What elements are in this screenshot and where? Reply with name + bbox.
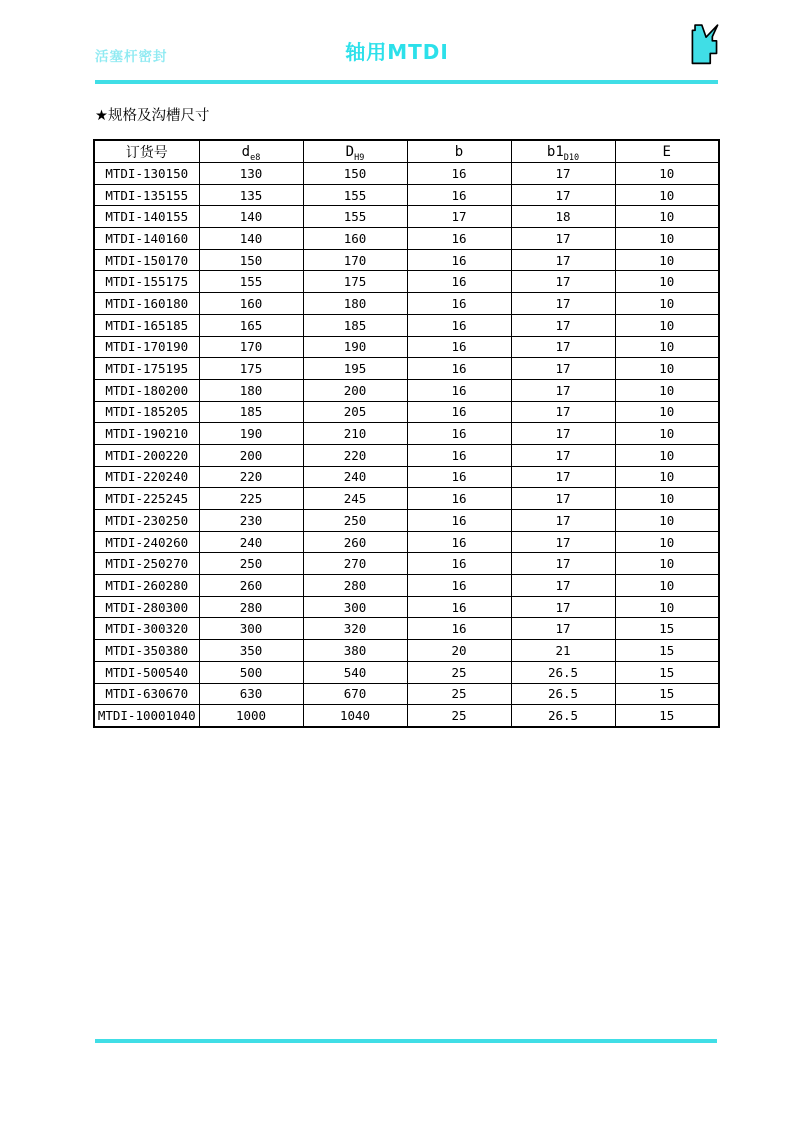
dimension-cell: 245	[303, 488, 407, 510]
dimension-cell: 500	[199, 661, 303, 683]
page-title: 轴用MTDI	[345, 40, 449, 64]
order-number-cell: MTDI-260280	[94, 575, 199, 597]
dimension-cell: 10	[615, 466, 719, 488]
dimension-cell: 210	[303, 423, 407, 445]
dimension-cell: 10	[615, 596, 719, 618]
order-number-cell: MTDI-240260	[94, 531, 199, 553]
dimension-cell: 16	[407, 466, 511, 488]
order-number-cell: MTDI-10001040	[94, 705, 199, 727]
table-header-row	[94, 140, 719, 163]
dimension-cell: 16	[407, 488, 511, 510]
table-row	[94, 314, 719, 336]
order-number-cell: MTDI-200220	[94, 444, 199, 466]
dimension-cell: 16	[407, 314, 511, 336]
order-number-cell: MTDI-250270	[94, 553, 199, 575]
dimension-cell: 10	[615, 379, 719, 401]
dimension-cell: 190	[199, 423, 303, 445]
table-row	[94, 228, 719, 250]
dimension-cell: 20	[407, 640, 511, 662]
dimension-cell: 21	[511, 640, 615, 662]
dimension-cell: 350	[199, 640, 303, 662]
order-number-cell: MTDI-135155	[94, 184, 199, 206]
dimension-cell: 17	[511, 553, 615, 575]
order-number-cell: MTDI-175195	[94, 358, 199, 380]
dimension-cell: 15	[615, 661, 719, 683]
dimension-cell: 10	[615, 553, 719, 575]
dimension-cell: 320	[303, 618, 407, 640]
dimension-cell: 15	[615, 618, 719, 640]
table-row	[94, 401, 719, 423]
table-row	[94, 206, 719, 228]
dimension-cell: 10	[615, 184, 719, 206]
dimension-cell: 15	[615, 705, 719, 727]
dimension-cell: 10	[615, 163, 719, 185]
table-row	[94, 293, 719, 315]
dimension-cell: 280	[303, 575, 407, 597]
column-header: 订货号	[94, 140, 199, 163]
dimension-cell: 17	[511, 358, 615, 380]
table-row	[94, 618, 719, 640]
dimension-cell: 16	[407, 531, 511, 553]
dimension-cell: 260	[199, 575, 303, 597]
table-row	[94, 640, 719, 662]
dimension-cell: 185	[303, 314, 407, 336]
dimension-cell: 1000	[199, 705, 303, 727]
table-row	[94, 510, 719, 532]
dimension-cell: 17	[511, 488, 615, 510]
dimension-cell: 17	[511, 271, 615, 293]
dimension-cell: 15	[615, 683, 719, 705]
table-row	[94, 596, 719, 618]
dimension-cell: 15	[615, 640, 719, 662]
dimension-cell: 240	[303, 466, 407, 488]
order-number-cell: MTDI-165185	[94, 314, 199, 336]
dimension-cell: 16	[407, 249, 511, 271]
dimension-cell: 17	[511, 379, 615, 401]
dimension-cell: 25	[407, 705, 511, 727]
dimension-cell: 10	[615, 423, 719, 445]
dimension-cell: 155	[303, 206, 407, 228]
dimension-cell: 17	[511, 466, 615, 488]
dimension-cell: 250	[199, 553, 303, 575]
dimension-cell: 10	[615, 228, 719, 250]
dimension-cell: 10	[615, 401, 719, 423]
dimension-cell: 18	[511, 206, 615, 228]
dimension-cell: 17	[511, 423, 615, 445]
table-row	[94, 358, 719, 380]
dimension-cell: 17	[511, 596, 615, 618]
dimension-cell: 160	[199, 293, 303, 315]
dimension-cell: 140	[199, 228, 303, 250]
order-number-cell: MTDI-225245	[94, 488, 199, 510]
table-row	[94, 336, 719, 358]
table-row	[94, 466, 719, 488]
table-row	[94, 531, 719, 553]
dimension-cell: 17	[511, 618, 615, 640]
dimension-cell: 16	[407, 444, 511, 466]
order-number-cell: MTDI-500540	[94, 661, 199, 683]
dimension-cell: 10	[615, 271, 719, 293]
dimension-cell: 170	[303, 249, 407, 271]
dimension-cell: 17	[511, 444, 615, 466]
dimension-cell: 670	[303, 683, 407, 705]
dimension-cell: 140	[199, 206, 303, 228]
dimension-cell: 17	[511, 293, 615, 315]
dimension-cell: 16	[407, 184, 511, 206]
dimension-cell: 26.5	[511, 661, 615, 683]
dimension-cell: 175	[303, 271, 407, 293]
dimension-cell: 300	[199, 618, 303, 640]
table-row	[94, 184, 719, 206]
dimension-cell: 10	[615, 444, 719, 466]
order-number-cell: MTDI-180200	[94, 379, 199, 401]
dimension-cell: 10	[615, 336, 719, 358]
dimension-cell: 10	[615, 249, 719, 271]
dimension-cell: 380	[303, 640, 407, 662]
column-header: E	[615, 140, 719, 163]
dimension-cell: 16	[407, 575, 511, 597]
column-header: b	[407, 140, 511, 163]
dimension-cell: 26.5	[511, 705, 615, 727]
dimension-cell: 150	[303, 163, 407, 185]
dimension-cell: 16	[407, 423, 511, 445]
dimension-cell: 16	[407, 510, 511, 532]
dimension-cell: 180	[199, 379, 303, 401]
table-row	[94, 661, 719, 683]
dimension-cell: 17	[511, 336, 615, 358]
seal-profile-shape	[692, 25, 717, 63]
dimension-cell: 220	[199, 466, 303, 488]
dimension-cell: 10	[615, 531, 719, 553]
dimension-cell: 16	[407, 228, 511, 250]
spec-table	[93, 139, 720, 728]
table-row	[94, 249, 719, 271]
section-heading: ★规格及沟槽尺寸	[95, 108, 210, 124]
table-body	[94, 163, 719, 727]
dimension-cell: 300	[303, 596, 407, 618]
dimension-cell: 10	[615, 358, 719, 380]
dimension-cell: 16	[407, 358, 511, 380]
table-row	[94, 575, 719, 597]
order-number-cell: MTDI-185205	[94, 401, 199, 423]
dimension-cell: 16	[407, 163, 511, 185]
dimension-cell: 16	[407, 379, 511, 401]
dimension-cell: 16	[407, 553, 511, 575]
dimension-cell: 270	[303, 553, 407, 575]
dimension-cell: 205	[303, 401, 407, 423]
dimension-cell: 1040	[303, 705, 407, 727]
dimension-cell: 17	[511, 531, 615, 553]
dimension-cell: 220	[303, 444, 407, 466]
dimension-cell: 16	[407, 401, 511, 423]
order-number-cell: MTDI-220240	[94, 466, 199, 488]
dimension-cell: 195	[303, 358, 407, 380]
table-row	[94, 705, 719, 727]
order-number-cell: MTDI-150170	[94, 249, 199, 271]
dimension-cell: 250	[303, 510, 407, 532]
table-row	[94, 163, 719, 185]
table-row	[94, 683, 719, 705]
dimension-cell: 165	[199, 314, 303, 336]
footer-divider-rule	[95, 1039, 717, 1043]
table-row	[94, 423, 719, 445]
dimension-cell: 17	[511, 314, 615, 336]
dimension-cell: 25	[407, 661, 511, 683]
dimension-cell: 17	[511, 249, 615, 271]
dimension-cell: 10	[615, 488, 719, 510]
column-header: $d_{e8}$	[199, 140, 303, 163]
dimension-cell: 16	[407, 618, 511, 640]
dimension-cell: 630	[199, 683, 303, 705]
dimension-cell: 160	[303, 228, 407, 250]
table-row	[94, 444, 719, 466]
dimension-cell: 135	[199, 184, 303, 206]
seal-profile-icon	[689, 23, 721, 66]
dimension-cell: 150	[199, 249, 303, 271]
dimension-cell: 280	[199, 596, 303, 618]
order-number-cell: MTDI-155175	[94, 271, 199, 293]
dimension-cell: 10	[615, 293, 719, 315]
dimension-cell: 17	[511, 184, 615, 206]
dimension-cell: 16	[407, 336, 511, 358]
column-header: $D_{H9}$	[303, 140, 407, 163]
dimension-cell: 540	[303, 661, 407, 683]
dimension-cell: 200	[199, 444, 303, 466]
dimension-cell: 17	[511, 228, 615, 250]
column-header: $b1_{D10}$	[511, 140, 615, 163]
order-number-cell: MTDI-160180	[94, 293, 199, 315]
dimension-cell: 180	[303, 293, 407, 315]
dimension-cell: 155	[199, 271, 303, 293]
dimension-cell: 10	[615, 314, 719, 336]
dimension-cell: 155	[303, 184, 407, 206]
dimension-cell: 190	[303, 336, 407, 358]
dimension-cell: 175	[199, 358, 303, 380]
order-number-cell: MTDI-350380	[94, 640, 199, 662]
dimension-cell: 170	[199, 336, 303, 358]
dimension-cell: 16	[407, 271, 511, 293]
dimension-cell: 17	[511, 510, 615, 532]
dimension-cell: 10	[615, 510, 719, 532]
dimension-cell: 200	[303, 379, 407, 401]
dimension-cell: 25	[407, 683, 511, 705]
table-row	[94, 271, 719, 293]
dimension-cell: 16	[407, 596, 511, 618]
dimension-cell: 26.5	[511, 683, 615, 705]
order-number-cell: MTDI-630670	[94, 683, 199, 705]
table-row	[94, 379, 719, 401]
dimension-cell: 10	[615, 206, 719, 228]
dimension-cell: 17	[407, 206, 511, 228]
dimension-cell: 17	[511, 575, 615, 597]
order-number-cell: MTDI-190210	[94, 423, 199, 445]
dimension-cell: 17	[511, 163, 615, 185]
order-number-cell: MTDI-280300	[94, 596, 199, 618]
table-row	[94, 488, 719, 510]
category-label: 活塞杆密封	[95, 49, 168, 65]
order-number-cell: MTDI-130150	[94, 163, 199, 185]
order-number-cell: MTDI-140160	[94, 228, 199, 250]
dimension-cell: 130	[199, 163, 303, 185]
dimension-cell: 16	[407, 293, 511, 315]
order-number-cell: MTDI-140155	[94, 206, 199, 228]
dimension-cell: 10	[615, 575, 719, 597]
dimension-cell: 230	[199, 510, 303, 532]
table-row	[94, 553, 719, 575]
header-divider-rule	[95, 80, 718, 84]
dimension-cell: 185	[199, 401, 303, 423]
dimension-cell: 260	[303, 531, 407, 553]
order-number-cell: MTDI-230250	[94, 510, 199, 532]
dimension-cell: 17	[511, 401, 615, 423]
dimension-cell: 225	[199, 488, 303, 510]
order-number-cell: MTDI-300320	[94, 618, 199, 640]
dimension-cell: 240	[199, 531, 303, 553]
order-number-cell: MTDI-170190	[94, 336, 199, 358]
